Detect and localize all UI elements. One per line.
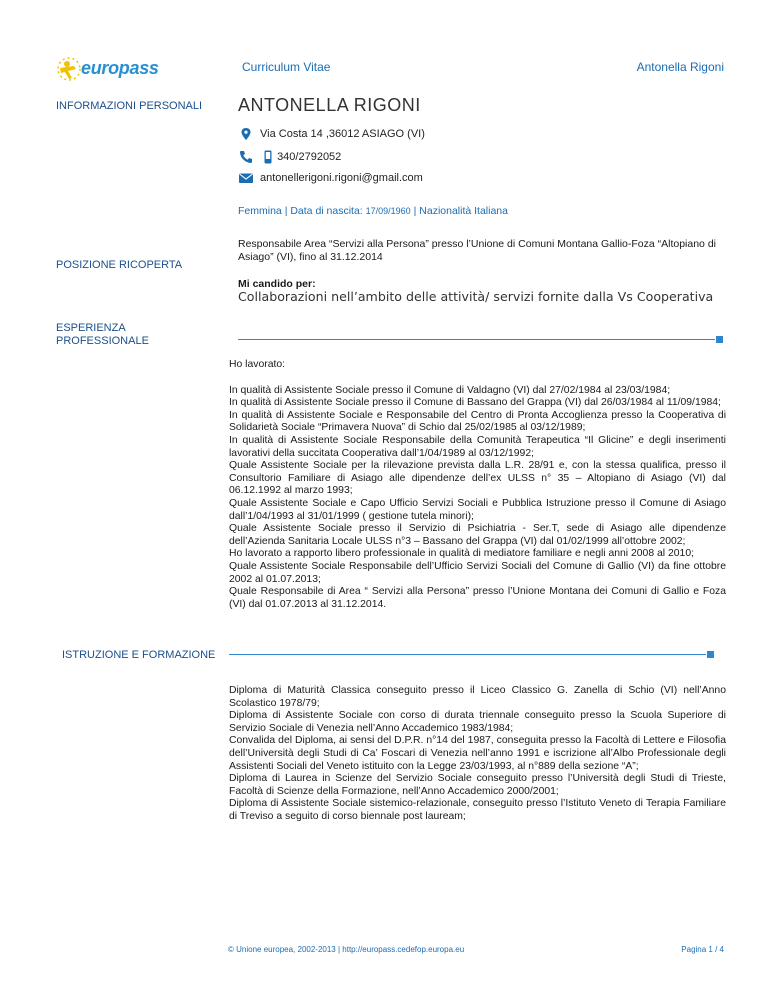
section-divider-square-education <box>707 651 714 658</box>
phone-number: 340/2792052 <box>277 151 342 163</box>
logo-text: europass <box>81 58 159 78</box>
personal-details: Femmina | Data di nascita: 17/09/1960 | Nazionalità Italiana <box>238 205 508 217</box>
experience-item: Quale Assistente Sociale per la rilevazione prevista dalla L.R. 28/91 e, con la stessa qualifica, presso il Consultorio Familiare di Asiago alle dipendenze dell’ex ULSS n° 35 – Altopiano di Asiago (VI) dal 06.12.1992 al marzo 1993; <box>229 460 726 497</box>
section-label-experience-line1: ESPERIENZA <box>56 322 126 334</box>
envelope-icon <box>238 171 254 185</box>
address-row <box>238 126 425 142</box>
location-pin-icon <box>238 127 254 141</box>
candidate-label: Mi candido per: <box>238 278 316 290</box>
education-item: Diploma di Laurea in Scienze del Servizio Sociale conseguito presso l’Università degli Studi di Trieste, Facoltà di Scienze della Formazione, nell’Anno Accademico 2000/2001; <box>229 773 726 797</box>
header-document-type: Curriculum Vitae <box>242 60 331 74</box>
education-item: Diploma di Assistente Sociale con corso di durata triennale conseguito presso la Scuola Superiore di Servizio Sociale di Venezia nell’Anno Accademico 1983/1984; <box>229 710 726 734</box>
education-item: Diploma di Maturità Classica conseguito presso il Liceo Classico G. Zanella di Schio (VI) nell’Anno Scolastico 1978/79; <box>229 685 726 709</box>
section-label-experience-line2: PROFESSIONALE <box>56 335 149 347</box>
birth-date: 17/09/1960 <box>365 206 411 216</box>
section-label-personal-info: INFORMAZIONI PERSONALI <box>56 100 203 112</box>
experience-item: In qualità di Assistente Sociale presso il Comune di Valdagno (VI) dal 27/02/1984 al 23/03/1984; <box>229 384 671 396</box>
section-divider-education <box>229 654 706 655</box>
candidate-text: Collaborazioni nell’ambito delle attività/ servizi fornite dalla Vs Cooperativa <box>238 289 714 304</box>
experience-item: Quale Responsabile di Area “ Servizi alla Persona” presso l’Unione Montana dei Comuni di Gallio e Foza (VI) dal 01.07.2013 al 31.12.2014. <box>229 586 726 610</box>
experience-item: In qualità di Assistente Sociale Responsabile della Comunità Terapeutica “Il Glicine” e degli inserimenti lavorativi della succitata Cooperativa dall’1/04/1989 al 03/12/1992; <box>229 434 726 459</box>
education-item: Diploma di Assistente Sociale sistemico-relazionale, conseguito presso l’Istituto Veneto di Terapia Familiare di Treviso a seguito di corso biennale post lauream; <box>229 798 726 822</box>
footer-page-number: Pagina 1 / 4 <box>681 945 724 954</box>
header-person-name: Antonella Rigoni <box>636 60 724 74</box>
gender: Femmina <box>238 205 282 217</box>
section-label-experience <box>56 322 216 348</box>
europass-logo <box>54 54 164 84</box>
experience-body <box>229 359 726 611</box>
phone-row <box>238 149 341 165</box>
address-text: Via Costa 14 ,36012 ASIAGO (VI) <box>260 128 425 140</box>
experience-item: Quale Assistente Sociale Responsabile dell’Ufficio Servizi Sociali del Comune di Gallio (VI) da fine ottobre 2002 al 01.07.2013; <box>229 560 726 585</box>
experience-item: In qualità di Assistente Sociale presso il Comune di Bassano del Grappa (VI) dal 26/03/1984 al 11/09/1984; <box>229 397 721 409</box>
education-body <box>229 685 726 824</box>
section-label-education: ISTRUZIONE E FORMAZIONE <box>62 649 216 661</box>
europass-figure-icon <box>54 54 84 84</box>
experience-item: Quale Assistente Sociale presso il Servizio di Psichiatria - Ser.T, sede di Asiago alle dipendenze dell’Azienda Sanitaria Locale ULSS n°3 – Bassano del Grappa (VI) dal 01/02/1999 all’ottobre 2002; <box>229 523 726 547</box>
phone-icon <box>238 150 254 164</box>
nationality: Nazionalità Italiana <box>419 205 508 217</box>
section-label-position: POSIZIONE RICOPERTA <box>56 259 183 271</box>
current-position: Responsabile Area “Servizi alla Persona” presso l’Unione di Comuni Montana Gallio-Foza “Altopiano di Asiago” (VI), fino al 31.12.2014 <box>238 238 716 263</box>
birth-date-label: Data di nascita: <box>290 205 363 217</box>
education-item: Convalida del Diploma, ai sensi del D.P.R. n°14 del 1987, conseguita presso la Facoltà di Lettere e Filosofia dell’Università degli Studi di Ca’ Foscari di Venezia nell’anno 1991 e iscrizione all’Albo Professionale degli Assistenti Sociali del Veneto istituito con la Legge 23/03/1993, al n°889 della sezione “A”; <box>229 735 726 772</box>
mobile-phone-icon <box>263 150 273 164</box>
section-divider-square-experience <box>716 336 723 343</box>
experience-item: Quale Assistente Sociale e Capo Ufficio Servizi Sociali e Pubblica Istruzione presso il Comune di Asiago dall’1/04/1993 al 31/01/1999 ( gestione tutela minori); <box>229 497 726 522</box>
email-address: antonellerigoni.rigoni@gmail.com <box>260 172 423 184</box>
full-name: ANTONELLA RIGONI <box>238 95 421 115</box>
experience-item: In qualità di Assistente Sociale e Responsabile del Centro di Pronta Accoglienza presso la Cooperativa di Solidarietà Sociale “Primavera Nuova” di Schio dal 25/02/1985 al 03/12/1989; <box>229 409 726 434</box>
footer-copyright: © Unione europea, 2002-2013 | http://europass.cedefop.europa.eu <box>228 945 465 954</box>
experience-intro: Ho lavorato: <box>229 359 286 370</box>
email-row <box>238 170 423 186</box>
experience-item: Ho lavorato a rapporto libero professionale in qualità di mediatore familiare e negli anni 2008 al 2010; <box>229 548 694 560</box>
section-divider-experience <box>238 339 715 340</box>
